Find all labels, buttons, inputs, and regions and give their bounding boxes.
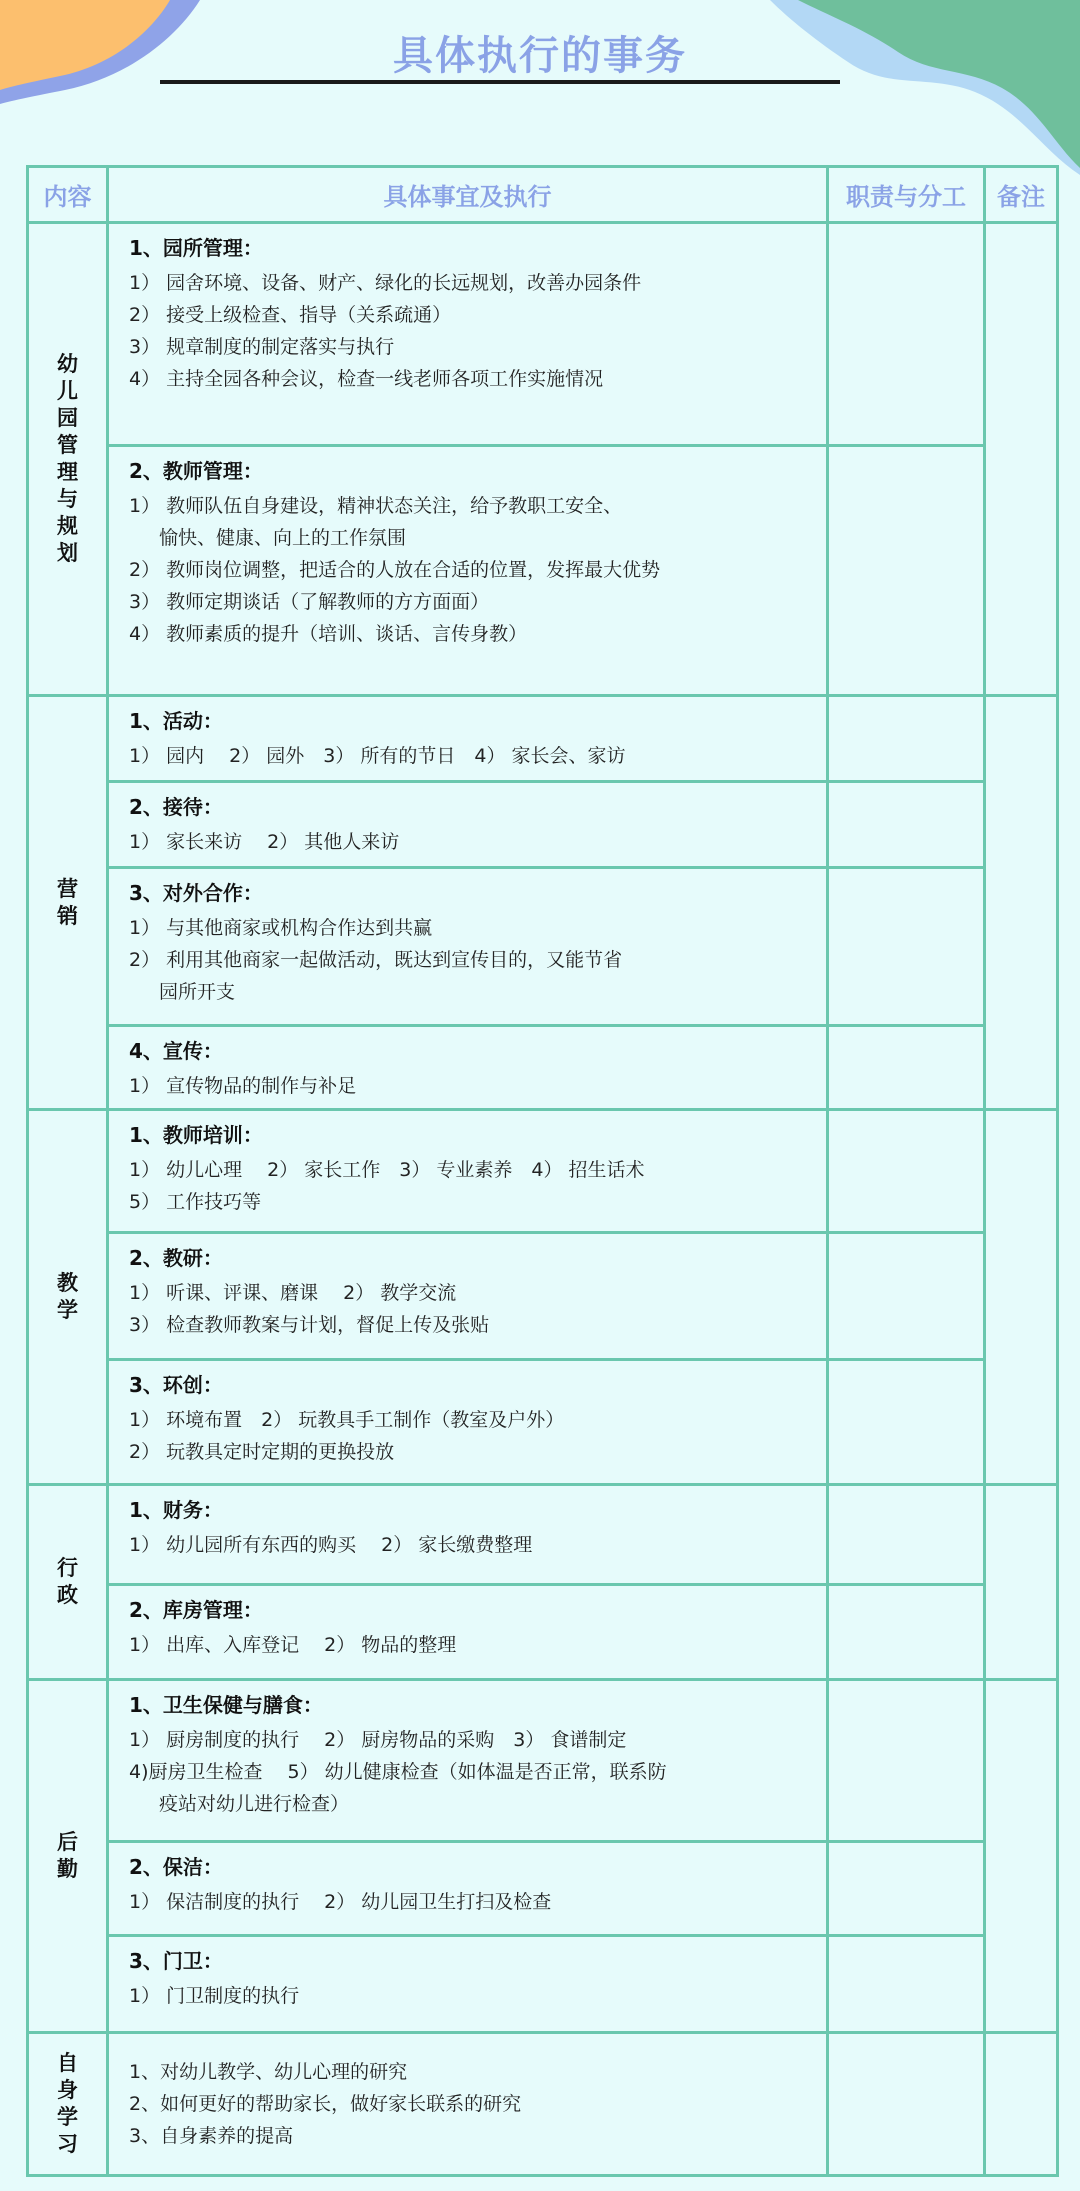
remark-cell [985,696,1058,1110]
section-line: 园所开支 [159,981,236,1003]
section-heading: 3、门卫： [129,1949,223,1973]
category-cell [28,223,108,696]
section-cell [108,223,828,446]
table-row [28,2033,1058,2176]
section-cell [108,1233,828,1360]
table-header-row [28,167,1058,223]
category-cell [28,696,108,1110]
duty-cell [828,868,985,1026]
section-line: 1） 幼儿心理 2） 家长工作 3） 专业素养 4） 招生话术 [129,1159,645,1181]
category-label: 行政 [57,1556,78,1607]
section-line: 2） 接受上级检查、指导（关系疏通） [129,304,452,326]
table-row [28,1233,1058,1360]
duty-cell [828,1936,985,2033]
section-line: 1） 厨房制度的执行 2） 厨房物品的采购 3） 食谱制定 [129,1729,627,1751]
table-row [28,696,1058,782]
table-row [28,1110,1058,1233]
duty-cell [828,1485,985,1585]
section-line: 5） 工作技巧等 [129,1191,262,1213]
section-cell [108,696,828,782]
page-title: 具体执行的事务 [393,33,687,79]
duty-cell [828,1026,985,1110]
category-cell [28,1110,108,1485]
section-cell [108,1585,828,1680]
table-row [28,446,1058,696]
section-heading: 2、教研： [129,1246,223,1270]
category-cell [28,1485,108,1680]
section-heading: 2、库房管理： [129,1598,263,1622]
section-line: 3） 检查教师教案与计划，督促上传及张贴 [129,1314,490,1336]
duty-cell [828,1110,985,1233]
section-line: 2） 利用其他商家一起做活动，既达到宣传目的，又能节省 [129,949,623,971]
section-line: 1） 保洁制度的执行 2） 幼儿园卫生打扫及检查 [129,1891,552,1913]
section-line: 2、如何更好的帮助家长，做好家长联系的研究 [129,2093,522,2115]
section-line: 1） 园舍环境、设备、财产、绿化的长远规划，改善办园条件 [129,272,642,294]
category-label: 幼儿园管理与规划 [57,352,78,565]
section-line: 1） 家长来访 2） 其他人来访 [129,831,400,853]
table-row [28,1360,1058,1485]
section-line: 3） 规章制度的制定落实与执行 [129,336,395,358]
table-row [28,1680,1058,1842]
title-underline [160,80,840,84]
remark-cell [985,1110,1058,1485]
header-remarks: 备注 [985,167,1058,223]
section-cell [108,1936,828,2033]
category-label: 营销 [57,876,78,928]
remark-cell [985,2033,1058,2176]
duty-cell [828,1233,985,1360]
table-row [28,1585,1058,1680]
duty-cell [828,2033,985,2176]
section-line: 4)厨房卫生检查 5） 幼儿健康检查（如体温是否正常，联系防 [129,1761,667,1783]
section-heading: 3、环创： [129,1373,223,1397]
section-heading: 1、教师培训： [129,1123,263,1147]
category-label: 自身学习 [57,2051,78,2156]
section-line: 2） 教师岗位调整，把适合的人放在合适的位置，发挥最大优势 [129,559,661,581]
duty-cell [828,696,985,782]
section-line: 4） 主持全园各种会议，检查一线老师各项工作实施情况 [129,368,604,390]
task-table [26,165,1059,2177]
section-cell [108,782,828,868]
header-duties: 职责与分工 [828,167,985,223]
remark-cell [985,1485,1058,1680]
section-line: 3） 教师定期谈话（了解教师的方方面面） [129,591,490,613]
section-line: 1） 出库、入库登记 2） 物品的整理 [129,1634,457,1656]
section-line: 4） 教师素质的提升（培训、谈话、言传身教） [129,623,528,645]
section-cell [108,1842,828,1936]
section-heading: 4、宣传： [129,1039,223,1063]
section-line: 1） 教师队伍自身建设，精神状态关注，给予教职工安全、 [129,495,623,517]
section-cell [108,1485,828,1585]
section-line: 1） 与其他商家或机构合作达到共赢 [129,917,433,939]
table-row [28,1936,1058,2033]
section-line: 3、自身素养的提高 [129,2125,294,2147]
duty-cell [828,1360,985,1485]
section-line: 1） 听课、评课、磨课 2） 教学交流 [129,1282,457,1304]
section-line: 1） 宣传物品的制作与补足 [129,1075,357,1097]
table-row [28,868,1058,1026]
section-cell [108,1680,828,1842]
section-heading: 1、活动： [129,709,223,733]
section-line: 1、对幼儿教学、幼儿心理的研究 [129,2061,408,2083]
category-cell [28,2033,108,2176]
category-label: 教学 [57,1271,78,1322]
duty-cell [828,782,985,868]
duty-cell [828,1842,985,1936]
section-cell [108,1360,828,1485]
section-cell [108,1026,828,1110]
remark-cell [985,223,1058,696]
section-heading: 1、财务： [129,1498,223,1522]
section-heading: 2、接待： [129,795,223,819]
section-cell [108,2033,828,2176]
section-heading: 2、教师管理： [129,459,263,483]
category-cell [28,1680,108,2033]
section-cell [108,1110,828,1233]
section-heading: 3、对外合作： [129,881,263,905]
section-line: 疫站对幼儿进行检查） [159,1793,350,1815]
section-line: 愉快、健康、向上的工作氛围 [159,527,407,549]
section-line: 2） 玩教具定时定期的更换投放 [129,1441,395,1463]
section-line: 1） 园内 2） 园外 3） 所有的节日 4） 家长会、家访 [129,745,626,767]
section-cell [108,868,828,1026]
header-details: 具体事宜及执行 [108,167,828,223]
table-row [28,782,1058,868]
section-cell [108,446,828,696]
section-line: 1） 门卫制度的执行 [129,1985,300,2007]
duty-cell [828,223,985,446]
duty-cell [828,446,985,696]
category-label: 后勤 [57,1830,78,1881]
table-row [28,1485,1058,1585]
section-heading: 2、保洁： [129,1855,223,1879]
remark-cell [985,1680,1058,2033]
header-content: 内容 [28,167,108,223]
section-heading: 1、卫生保健与膳食： [129,1693,323,1717]
section-heading: 1、园所管理： [129,236,263,260]
duty-cell [828,1585,985,1680]
section-line: 1） 环境布置 2） 玩教具手工制作（教室及户外） [129,1409,565,1431]
table-row [28,1026,1058,1110]
duty-cell [828,1680,985,1842]
table-row [28,223,1058,446]
section-line: 1） 幼儿园所有东西的购买 2） 家长缴费整理 [129,1534,533,1556]
table-row [28,1842,1058,1936]
